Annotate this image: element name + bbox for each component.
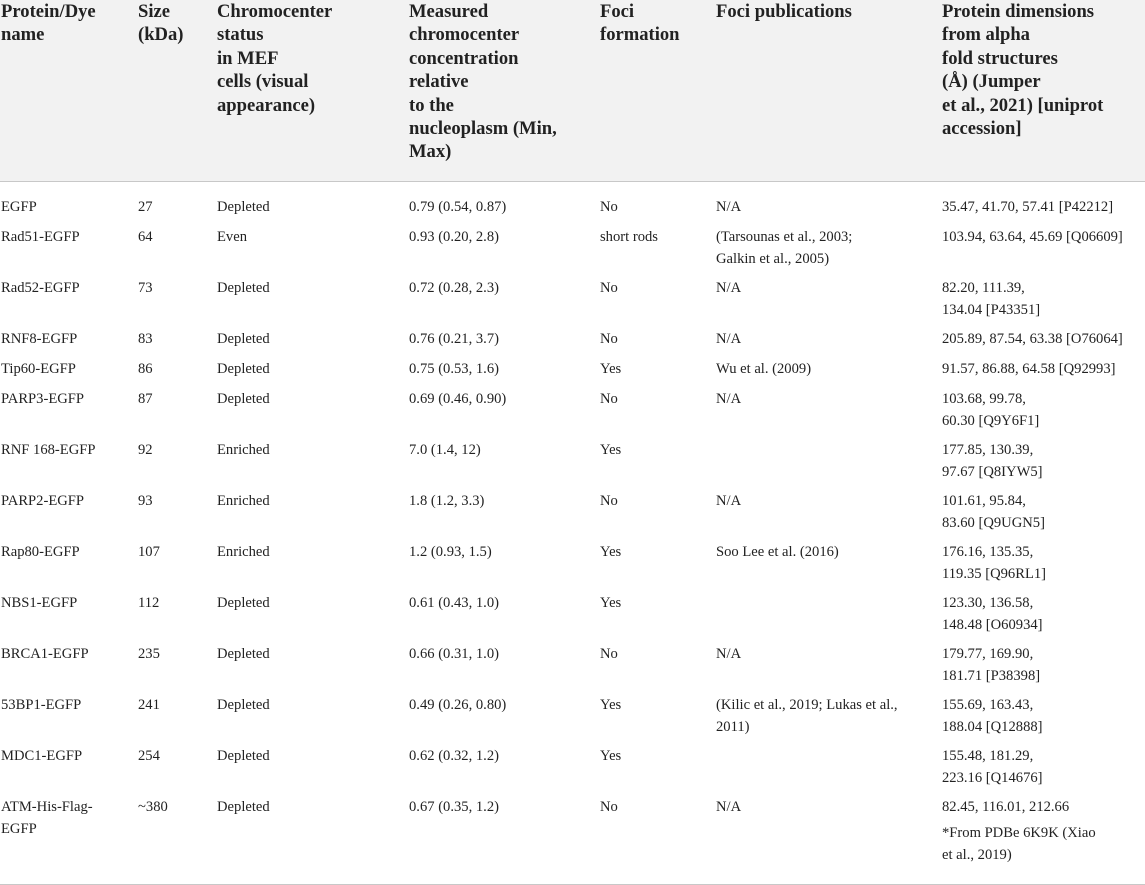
cell-dimensions: 155.69, 163.43, 188.04 [Q12888]: [942, 697, 1043, 735]
cell-name: EGFP: [1, 199, 37, 215]
cell-status: Depleted: [217, 199, 270, 215]
cell-concentration: 0.75 (0.53, 1.6): [409, 361, 499, 377]
cell-status: Depleted: [217, 799, 270, 815]
cell-size: 27: [138, 199, 153, 215]
cell-size: 235: [138, 646, 160, 662]
cell-concentration: 0.93 (0.20, 2.8): [409, 229, 499, 245]
cell-foci: No: [600, 493, 618, 509]
cell-foci: short rods: [600, 229, 658, 245]
dimensions-footnote: *From PDBe 6K9K (Xiao et al., 2019): [942, 825, 1096, 863]
cell-size: 73: [138, 280, 153, 296]
cell-dimensions: 123.30, 136.58, 148.48 [O60934]: [942, 595, 1043, 633]
cell-publications: N/A: [716, 199, 742, 215]
cell-foci: No: [600, 799, 618, 815]
cell-size: 87: [138, 391, 153, 407]
cell-publications: N/A: [716, 331, 742, 347]
header-concentration: Measured chromocenter concentration relative to the nucleoplasm (Min, Max): [408, 0, 599, 182]
cell-size: 83: [138, 331, 153, 347]
table-row: [0, 694, 1145, 745]
cell-foci: No: [600, 646, 618, 662]
table-row: [0, 592, 1145, 643]
cell-size: 92: [138, 442, 153, 458]
table-row: [0, 796, 1145, 885]
cell-foci: No: [600, 391, 618, 407]
cell-status: Depleted: [217, 280, 270, 296]
cell-concentration: 0.72 (0.28, 2.3): [409, 280, 499, 296]
cell-dimensions: 82.20, 111.39, 134.04 [P43351]: [942, 280, 1041, 318]
header-protein-name: Protein/Dye name: [0, 0, 137, 182]
cell-name: Tip60-EGFP: [1, 361, 76, 377]
cell-name: RNF8-EGFP: [1, 331, 78, 347]
cell-publications: [715, 745, 941, 796]
cell-status: Enriched: [217, 442, 270, 458]
cell-foci: Yes: [600, 697, 622, 713]
cell-name: BRCA1-EGFP: [1, 646, 89, 662]
header-chromocenter-status: Chromocenter status in MEF cells (visual appearance): [216, 0, 408, 182]
cell-status: Depleted: [217, 391, 270, 407]
cell-size: 107: [138, 544, 160, 560]
cell-foci: No: [600, 280, 618, 296]
cell-dimensions: [941, 796, 1145, 885]
cell-dimensions: 179.77, 169.90, 181.71 [P38398]: [942, 646, 1041, 684]
cell-concentration: 0.66 (0.31, 1.0): [409, 646, 499, 662]
cell-name: Rap80-EGFP: [1, 544, 80, 560]
cell-concentration: 1.8 (1.2, 3.3): [409, 493, 485, 509]
cell-publications: (Tarsounas et al., 2003; Galkin et al., 2005): [716, 229, 853, 267]
cell-name: NBS1-EGFP: [1, 595, 78, 611]
table-row: [0, 643, 1145, 694]
cell-foci: No: [600, 331, 618, 347]
cell-status: Even: [217, 229, 247, 245]
table-row: [0, 328, 1145, 358]
cell-status: Depleted: [217, 331, 270, 347]
cell-dimensions: 35.47, 41.70, 57.41 [P42212]: [942, 199, 1114, 215]
cell-publications: [715, 592, 941, 643]
table-row: [0, 745, 1145, 796]
cell-dimensions: 103.68, 99.78, 60.30 [Q9Y6F1]: [942, 391, 1040, 429]
cell-publications: Wu et al. (2009): [716, 361, 812, 377]
table-row: [0, 388, 1145, 439]
cell-size: 93: [138, 493, 153, 509]
cell-concentration: 7.0 (1.4, 12): [409, 442, 481, 458]
table-row: [0, 226, 1145, 277]
table-row: [0, 541, 1145, 592]
cell-concentration: 0.61 (0.43, 1.0): [409, 595, 499, 611]
cell-status: Depleted: [217, 361, 270, 377]
cell-publications: N/A: [716, 493, 742, 509]
cell-dimensions: 155.48, 181.29, 223.16 [Q14676]: [942, 748, 1043, 786]
table-row: [0, 182, 1145, 227]
cell-foci: Yes: [600, 361, 622, 377]
header-protein-dimensions: Protein dimensions from alpha fold structures (Å) (Jumper et al., 2021) [uniprot accession]: [941, 0, 1145, 182]
cell-foci: Yes: [600, 748, 622, 764]
cell-size: 64: [138, 229, 153, 245]
cell-dimensions: 177.85, 130.39, 97.67 [Q8IYW5]: [942, 442, 1043, 480]
cell-size: 86: [138, 361, 153, 377]
cell-dimensions: 176.16, 135.35, 119.35 [Q96RL1]: [942, 544, 1047, 582]
cell-publications: [715, 439, 941, 490]
header-foci-formation: Foci formation: [599, 0, 715, 182]
header-foci-publications: Foci publications: [715, 0, 941, 182]
cell-foci: Yes: [600, 544, 622, 560]
cell-concentration: 0.79 (0.54, 0.87): [409, 199, 507, 215]
cell-foci: Yes: [600, 595, 622, 611]
cell-foci: Yes: [600, 442, 622, 458]
cell-status: Depleted: [217, 697, 270, 713]
table-row: [0, 277, 1145, 328]
cell-publications: N/A: [716, 280, 742, 296]
table-row: [0, 490, 1145, 541]
cell-publications: N/A: [716, 646, 742, 662]
cell-status: Enriched: [217, 493, 270, 509]
header-size: Size (kDa): [137, 0, 216, 182]
cell-status: Depleted: [217, 595, 270, 611]
cell-name: PARP3-EGFP: [1, 391, 85, 407]
cell-concentration: 0.69 (0.46, 0.90): [409, 391, 507, 407]
cell-size: 112: [138, 595, 160, 611]
cell-dimensions: 91.57, 86.88, 64.58 [Q92993]: [942, 361, 1116, 377]
cell-name: RNF 168-EGFP: [1, 442, 96, 458]
cell-publications: Soo Lee et al. (2016): [716, 544, 839, 560]
cell-concentration: 0.67 (0.35, 1.2): [409, 799, 499, 815]
header-row: [0, 0, 1145, 182]
cell-foci: No: [600, 199, 618, 215]
cell-concentration: 0.49 (0.26, 0.80): [409, 697, 507, 713]
cell-name: Rad52-EGFP: [1, 280, 80, 296]
cell-dimensions: 205.89, 87.54, 63.38 [O76064]: [942, 331, 1123, 347]
cell-size: 241: [138, 697, 160, 713]
cell-status: Enriched: [217, 544, 270, 560]
dimensions-value: 82.45, 116.01, 212.66: [942, 799, 1070, 815]
cell-name: Rad51-EGFP: [1, 229, 80, 245]
cell-name: ATM-His-Flag- EGFP: [1, 799, 93, 837]
cell-name: PARP2-EGFP: [1, 493, 85, 509]
table-row: [0, 358, 1145, 388]
cell-publications: N/A: [716, 799, 742, 815]
cell-dimensions: 103.94, 63.64, 45.69 [Q06609]: [942, 229, 1123, 245]
cell-name: 53BP1-EGFP: [1, 697, 82, 713]
cell-name: MDC1-EGFP: [1, 748, 83, 764]
cell-size: 254: [138, 748, 160, 764]
cell-size: ~380: [138, 799, 168, 815]
cell-status: Depleted: [217, 646, 270, 662]
cell-dimensions: 101.61, 95.84, 83.60 [Q9UGN5]: [942, 493, 1045, 531]
cell-status: Depleted: [217, 748, 270, 764]
cell-concentration: 0.76 (0.21, 3.7): [409, 331, 499, 347]
cell-publications: N/A: [716, 391, 742, 407]
cell-concentration: 0.62 (0.32, 1.2): [409, 748, 499, 764]
cell-concentration: 1.2 (0.93, 1.5): [409, 544, 492, 560]
table-row: [0, 439, 1145, 490]
cell-publications: (Kilic et al., 2019; Lukas et al., 2011): [716, 697, 898, 735]
